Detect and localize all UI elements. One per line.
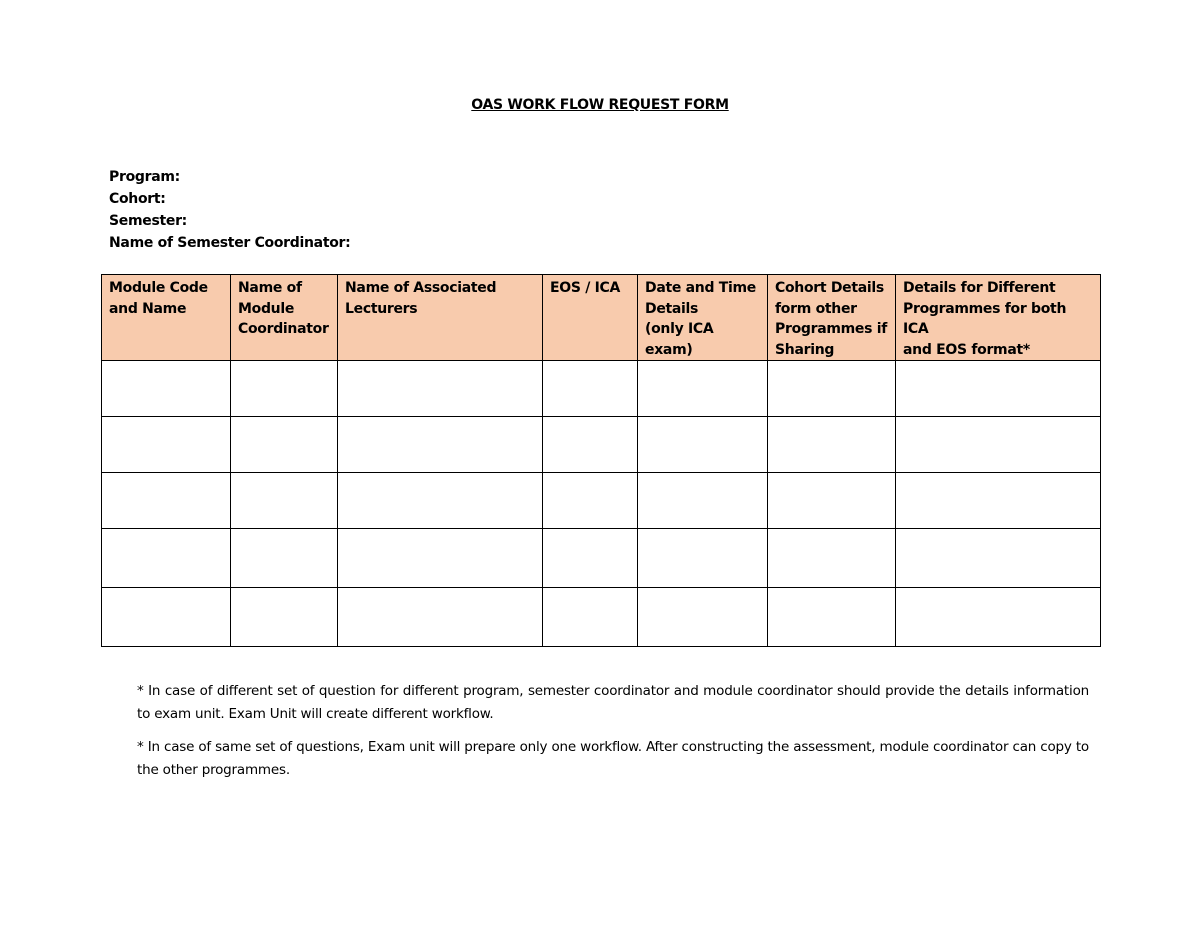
table-cell[interactable] bbox=[231, 417, 338, 473]
table-cell[interactable] bbox=[896, 473, 1101, 529]
request-table bbox=[101, 274, 1101, 647]
form-title: OAS WORK FLOW REQUEST FORM bbox=[471, 97, 729, 113]
table-cell[interactable] bbox=[231, 473, 338, 529]
field-cohort-label: Cohort: bbox=[109, 191, 166, 207]
note-same-question-set: * In case of same set of questions, Exam unit will prepare only one workflow. After constructing the assessment, module coordinator can copy to the other programmes. bbox=[137, 739, 1089, 778]
table-cell[interactable] bbox=[102, 529, 231, 588]
table-cell[interactable] bbox=[543, 361, 638, 417]
table-cell[interactable] bbox=[543, 473, 638, 529]
table-cell[interactable] bbox=[896, 588, 1101, 647]
table-cell[interactable] bbox=[896, 417, 1101, 473]
table-row bbox=[102, 361, 1101, 417]
table-cell[interactable] bbox=[231, 588, 338, 647]
header-associated-lecturers: Name of Associated Lecturers bbox=[338, 275, 543, 361]
table-cell[interactable] bbox=[768, 588, 896, 647]
table-header-row bbox=[102, 275, 1101, 361]
note-different-question-sets: * In case of different set of question for different program, semester coordinator and module coordinator should provide the details information to exam unit. Exam Unit will create different workflow. bbox=[137, 683, 1089, 722]
table-cell[interactable] bbox=[231, 361, 338, 417]
field-program-label: Program: bbox=[109, 169, 180, 185]
header-cohort-details: Cohort Details form other Programmes if Sharing bbox=[768, 275, 896, 361]
table-cell[interactable] bbox=[102, 588, 231, 647]
field-semester-coordinator-label: Name of Semester Coordinator: bbox=[109, 235, 351, 251]
table-cell[interactable] bbox=[896, 529, 1101, 588]
header-programme-details: Details for Different Programmes for both ICA and EOS format* bbox=[896, 275, 1101, 361]
table-cell[interactable] bbox=[102, 417, 231, 473]
table-cell[interactable] bbox=[638, 361, 768, 417]
table-cell[interactable] bbox=[768, 417, 896, 473]
form-fields bbox=[109, 166, 350, 254]
table-cell[interactable] bbox=[338, 529, 543, 588]
header-module-coordinator: Name of Module Coordinator bbox=[231, 275, 338, 361]
table-cell[interactable] bbox=[102, 473, 231, 529]
table-row bbox=[102, 473, 1101, 529]
table-row bbox=[102, 529, 1101, 588]
table-cell[interactable] bbox=[638, 473, 768, 529]
table-row bbox=[102, 588, 1101, 647]
table-cell[interactable] bbox=[543, 417, 638, 473]
table-cell[interactable] bbox=[102, 361, 231, 417]
header-date-time-details: Date and Time Details (only ICA exam) bbox=[638, 275, 768, 361]
table-cell[interactable] bbox=[768, 529, 896, 588]
table-cell[interactable] bbox=[638, 588, 768, 647]
table-cell[interactable] bbox=[338, 361, 543, 417]
header-module-code-name: Module Code and Name bbox=[102, 275, 231, 361]
table-cell[interactable] bbox=[231, 529, 338, 588]
header-eos-ica: EOS / ICA bbox=[543, 275, 638, 361]
table-cell[interactable] bbox=[638, 417, 768, 473]
table-cell[interactable] bbox=[768, 361, 896, 417]
field-semester-label: Semester: bbox=[109, 213, 187, 229]
table-cell[interactable] bbox=[338, 588, 543, 647]
table-cell[interactable] bbox=[338, 417, 543, 473]
table-cell[interactable] bbox=[338, 473, 543, 529]
table-cell[interactable] bbox=[768, 473, 896, 529]
table-row bbox=[102, 417, 1101, 473]
table-cell[interactable] bbox=[543, 588, 638, 647]
table-cell[interactable] bbox=[638, 529, 768, 588]
table-cell[interactable] bbox=[896, 361, 1101, 417]
table-cell[interactable] bbox=[543, 529, 638, 588]
